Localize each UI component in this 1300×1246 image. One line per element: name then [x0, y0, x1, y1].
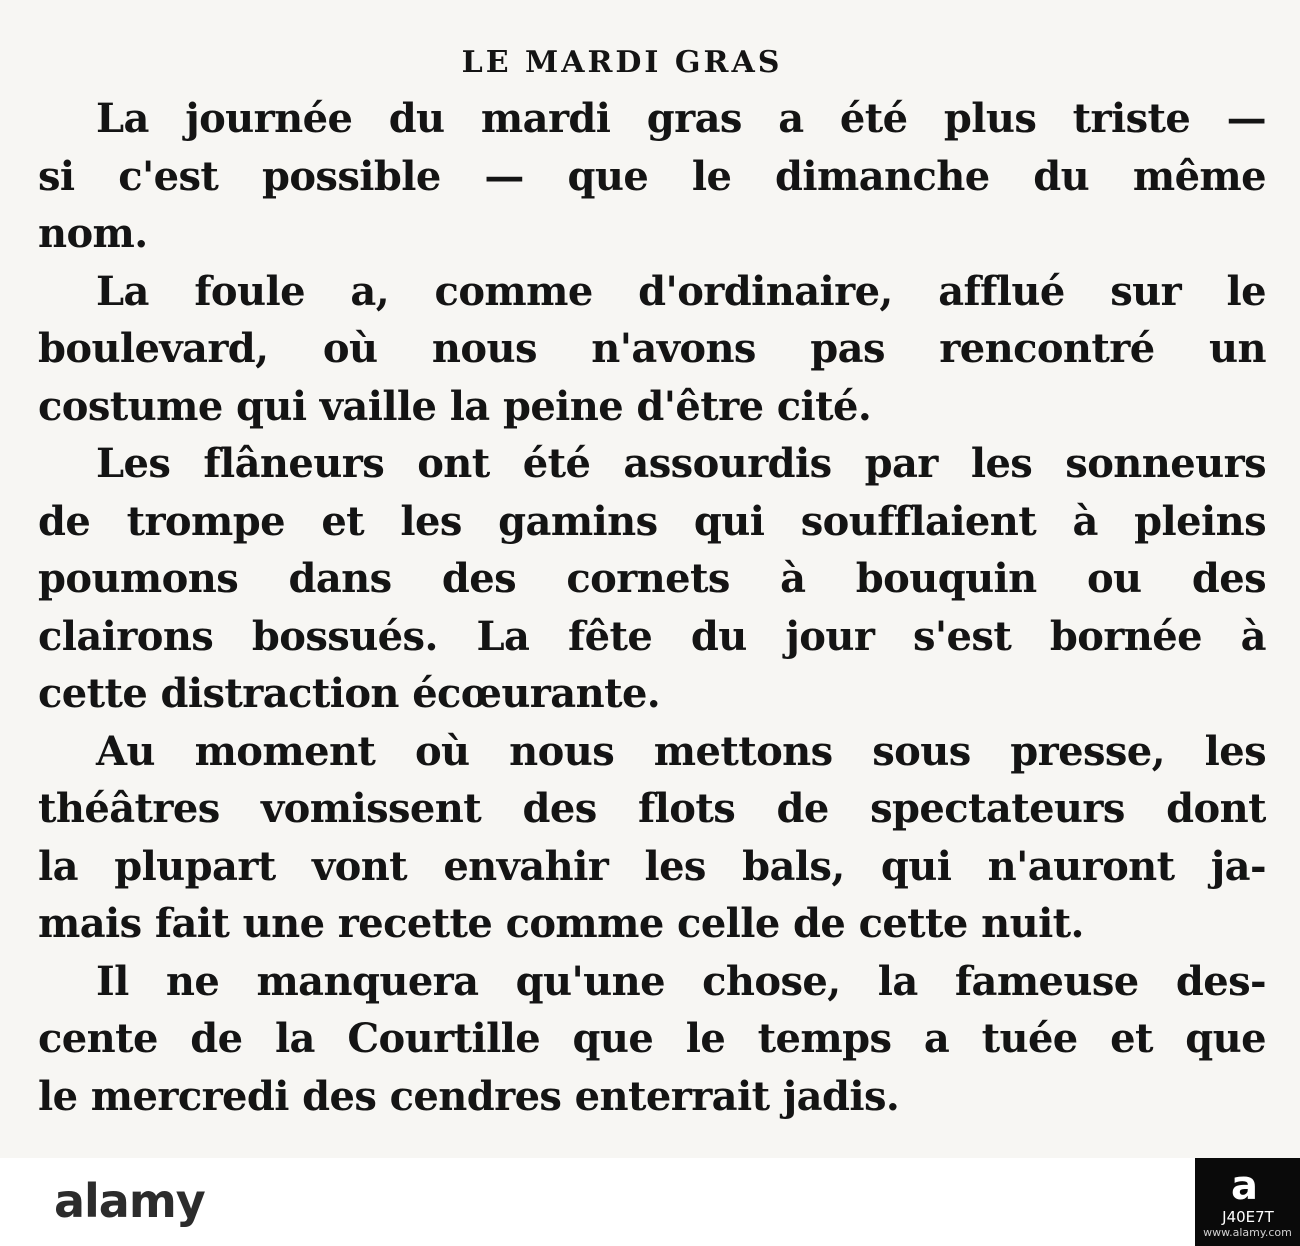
- headline: LE MARDI GRAS: [461, 45, 783, 80]
- text-line: la plupart vont envahir les bals, qui n'auront ja-: [38, 842, 1266, 890]
- text-line: clairons bossués. La fête du jour s'est bornée à: [38, 612, 1266, 660]
- site-url: www.alamy.com: [1203, 1226, 1292, 1239]
- article: [38, 36, 1266, 1125]
- footer-bar: [0, 1158, 1300, 1246]
- text-line: poumons dans des cornets à bouquin ou des: [38, 555, 1266, 602]
- text-line: La journée du mardi gras a été plus triste —: [96, 95, 1266, 142]
- text-line: Au moment où nous mettons sous presse, les: [96, 727, 1266, 775]
- text-line: si c'est possible — que le dimanche du même: [38, 152, 1266, 200]
- brand-letter-icon: a: [1231, 1163, 1258, 1209]
- paragraph: [38, 953, 1266, 1126]
- image-id: J40E7T: [1222, 1208, 1274, 1226]
- paragraph: [38, 90, 1266, 263]
- text-line: La foule a, comme d'ordinaire, afflué sur le: [96, 267, 1266, 315]
- paragraph: [38, 723, 1266, 953]
- brand-logo: alamy: [54, 1174, 205, 1228]
- text-line: cente de la Courtille que le temps a tuée et que: [38, 1015, 1266, 1062]
- text-line: de trompe et les gamins qui soufflaient à pleins: [38, 497, 1266, 545]
- text-line: Il ne manquera qu'une chose, la fameuse des-: [96, 957, 1266, 1005]
- paragraph: [38, 263, 1266, 436]
- text-line: nom.: [38, 210, 148, 257]
- text-line: cette distraction écœurante.: [38, 670, 661, 717]
- text-line: le mercredi des cendres enterrait jadis.: [38, 1072, 900, 1120]
- text-line: théâtres vomissent des flots de spectateurs dont: [38, 785, 1266, 832]
- text-line: mais fait une recette comme celle de cette nuit.: [38, 900, 1084, 947]
- brand-mark: [1195, 1158, 1300, 1246]
- text-line: boulevard, où nous n'avons pas rencontré un: [38, 325, 1266, 372]
- paragraph: [38, 435, 1266, 723]
- text-line: costume qui vaille la peine d'être cité.: [38, 382, 872, 430]
- text-line: Les flâneurs ont été assourdis par les sonneurs: [96, 440, 1266, 487]
